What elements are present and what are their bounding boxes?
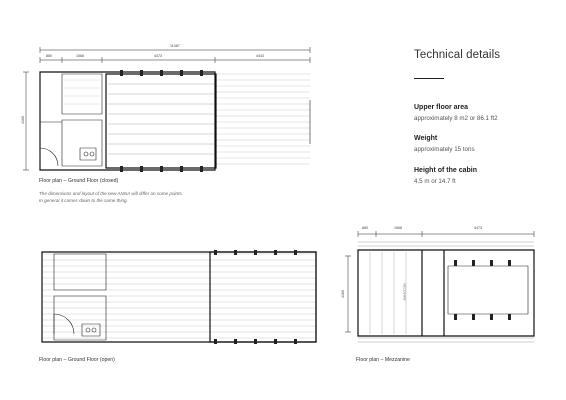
- title-underline: [414, 78, 444, 79]
- mezz-dim-seg-1: 880: [362, 226, 368, 230]
- floor-plan-ground-closed: [20, 40, 330, 190]
- mezz-dim-seg-3: 4473: [474, 226, 482, 230]
- spec-label-area: Upper floor area: [414, 104, 469, 111]
- dim-seg-2: 1566: [76, 54, 84, 58]
- dim-seg-1: 880: [46, 54, 52, 58]
- mezz-dim-seg-2: 1566: [394, 226, 402, 230]
- dim-total: 11087: [170, 44, 180, 48]
- spec-value-area: approximately 8 m2 or 86.1 ft2: [414, 115, 498, 122]
- caption-mezzanine: Floor plan – Mezzanine: [356, 357, 410, 363]
- caption-ground-open: Floor plan – Ground Floor (open): [39, 357, 115, 363]
- mezz-dim-height: 4160: [341, 290, 345, 298]
- spec-label-weight: Weight: [414, 135, 438, 142]
- caption-ground-closed: Floor plan – Ground Floor (closed): [39, 178, 119, 184]
- technical-details-title: Technical details: [414, 49, 501, 61]
- mezzanine-room-label: MEZZANINE: [402, 283, 407, 301]
- mezzanine-drawing: [334, 222, 544, 350]
- dim-seg-4: 4443: [256, 54, 264, 58]
- spec-value-weight: approximately 15 tons: [414, 146, 475, 153]
- layout-note-line-2: In general it comes down to the same thing.: [39, 198, 128, 203]
- spec-value-height: 4.5 m or 14.7 ft: [414, 178, 456, 185]
- dim-seg-3: 4473: [154, 54, 162, 58]
- floor-plan-mezzanine: [334, 222, 544, 350]
- spec-label-height: Height of the cabin: [414, 167, 477, 174]
- dim-height: 4160: [21, 116, 25, 124]
- layout-note-line-1: The dimensions and layout of the new ANNA will differ on some points.: [39, 191, 183, 196]
- floor-plan-ground-open: [30, 244, 330, 349]
- ground-closed-drawing: [20, 40, 330, 190]
- ground-open-drawing: [30, 244, 330, 349]
